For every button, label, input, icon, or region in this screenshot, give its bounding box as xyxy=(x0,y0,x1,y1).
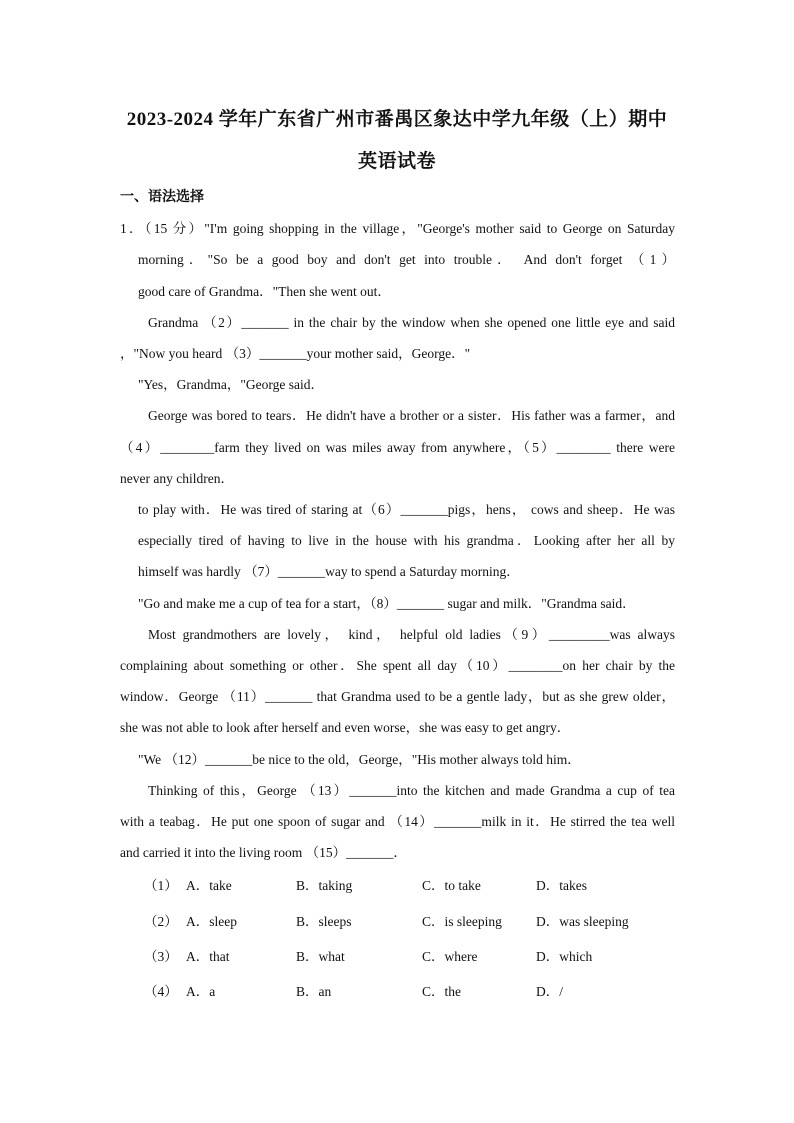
option-b[interactable]: B．sleeps xyxy=(296,914,352,929)
option-row-1 xyxy=(120,874,680,894)
passage-line: with a teabag．He put one spoon of sugar and （14）_______milk in it．He stirred the tea well xyxy=(120,814,675,829)
passage-line: "We （12）_______be nice to the old，George，"His mother always told him． xyxy=(138,752,581,767)
option-d[interactable]: D．takes xyxy=(536,878,587,893)
question-number: （3） xyxy=(144,949,178,964)
passage-line: ，"Now you heard （3）_______your mother said，George．" xyxy=(120,346,471,361)
passage-line: never any children． xyxy=(120,471,234,486)
passage-line: window．George （11）_______ that Grandma used to be a gentle lady，but as she grew older， xyxy=(120,689,675,704)
option-a[interactable]: A．a xyxy=(186,984,216,999)
exam-title-line2: 英语试卷 xyxy=(357,151,436,172)
passage-line: Grandma （2）_______ in the chair by the window when she opened one little eye and said xyxy=(148,315,675,330)
passage-line: complaining about something or other．She spent all day（10）________on her chair by the xyxy=(120,658,675,673)
passage-line: George was bored to tears．He didn't have a brother or a sister．His father was a farmer，and xyxy=(148,408,675,423)
option-a[interactable]: A．sleep xyxy=(186,914,237,929)
option-a[interactable]: A．that xyxy=(186,949,230,964)
option-d[interactable]: D．/ xyxy=(536,984,563,999)
section-heading: 一、语法选择 xyxy=(120,189,204,205)
passage-line: and carried it into the living room （15）_______． xyxy=(120,845,407,860)
option-a[interactable]: A．take xyxy=(186,878,232,893)
question-number: （1） xyxy=(144,878,178,893)
option-c[interactable]: C．where xyxy=(422,949,478,964)
option-c[interactable]: C．to take xyxy=(422,878,481,893)
option-d[interactable]: D．which xyxy=(536,949,593,964)
passage-line: （4）________farm they lived on was miles away from anywhere，（5）________ there were xyxy=(120,440,675,455)
passage-line: Thinking of this，George （13）_______into the kitchen and made Grandma a cup of tea xyxy=(148,783,675,798)
question-number: （2） xyxy=(144,914,178,929)
passage-line: to play with．He was tired of staring at（6）_______pigs，hens， cows and sheep．He was xyxy=(138,502,675,517)
option-d[interactable]: D．was sleeping xyxy=(536,914,629,929)
option-row-4 xyxy=(120,980,680,1000)
passage-line: himself was hardly （7）_______way to spend a Saturday morning． xyxy=(138,564,520,579)
passage-line: she was not able to look after herself and even worse，she was easy to get angry． xyxy=(120,720,571,735)
passage-line: 1．（15 分）"I'm going shopping in the village，"George's mother said to George on Saturday xyxy=(120,221,675,236)
passage-line: morning．"So be a good boy and don't get into trouble． And don't forget （1） xyxy=(138,252,675,267)
passage-line: "Go and make me a cup of tea for a start，（8）_______ sugar and milk．"Grandma said． xyxy=(138,596,636,611)
passage-line: good care of Grandma．"Then she went out． xyxy=(138,284,391,299)
exam-title-line1: 2023-2024 学年广东省广州市番禺区象达中学九年级（上）期中 xyxy=(126,109,668,130)
question-number: （4） xyxy=(144,984,178,999)
option-row-3 xyxy=(120,945,680,965)
passage-line: especially tired of having to live in the house with his grandma．Looking after her all by xyxy=(138,533,675,548)
option-b[interactable]: B．what xyxy=(296,949,345,964)
passage-line: Most grandmothers are lovely， kind， helpful old ladies（9）_________was always xyxy=(148,627,675,642)
option-c[interactable]: C．the xyxy=(422,984,461,999)
option-b[interactable]: B．taking xyxy=(296,878,353,893)
option-b[interactable]: B．an xyxy=(296,984,332,999)
passage-line: "Yes，Grandma，"George said． xyxy=(138,377,325,392)
option-row-2 xyxy=(120,910,680,930)
option-c[interactable]: C．is sleeping xyxy=(422,914,502,929)
